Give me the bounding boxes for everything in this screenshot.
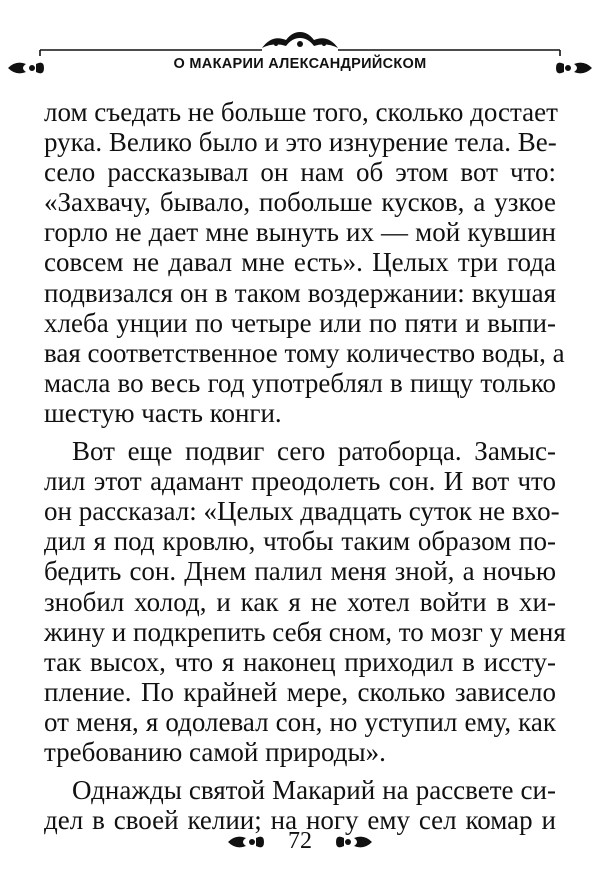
body-text xyxy=(44,97,566,836)
running-header xyxy=(0,30,600,90)
page-footer xyxy=(0,822,600,862)
text-line: лил этот адамант преодолеть сон. И вот что xyxy=(44,466,556,497)
text-line: лом съедать не больше того, сколько достает xyxy=(44,97,558,127)
text-line: рука. Велико было и это изнурение тела. Ве- xyxy=(44,127,557,158)
text-line: дил я под кровлю, чтобы таким образом по- xyxy=(44,526,556,557)
text-line: вая соответственное тому количество воды, а xyxy=(44,337,565,368)
text-line: дел в своей келии; на ногу ему сел комар и xyxy=(44,805,556,836)
text-line: хлеба унции по четыре или по пяти и выпи- xyxy=(44,307,556,338)
paragraph-1 xyxy=(44,97,565,428)
paragraph-2 xyxy=(44,436,566,767)
text-line: шестую часть конги. xyxy=(44,397,282,428)
text-line: горло не дает мне вынуть их — мой кувшин xyxy=(44,217,556,248)
text-line: подвизался он в таком воздержании: вкушая xyxy=(44,277,556,308)
text-line: пление. По крайней мере, сколько зависело xyxy=(44,676,556,707)
text-line: Однажды святой Макарий на рассвете си- xyxy=(72,775,556,806)
text-line: жину и подкрепить себя сном, то мозг у меня xyxy=(44,616,566,647)
text-line: знобил холод, и как я не хотел войти в хи- xyxy=(44,586,556,617)
text-line: совсем не давал мне есть». Целых три года xyxy=(44,247,556,278)
text-line: Вот еще подвиг сего ратоборца. Замыс- xyxy=(72,436,556,467)
text-line: «Захвачу, бывало, побольше кусков, а узкое xyxy=(44,187,556,218)
crown-ornament-icon xyxy=(262,32,338,48)
page-number: 72 xyxy=(288,828,312,854)
text-line: село рассказывал он нам об этом вот что: xyxy=(44,157,556,188)
text-line: он рассказал: «Целых двадцать суток не вхо- xyxy=(44,496,560,527)
text-line: от меня, я одолевал сон, но уступил ему, как xyxy=(44,706,556,737)
text-line: масла во весь год употреблял в пищу только xyxy=(44,367,556,398)
text-line: требованию самой природы». xyxy=(44,736,386,767)
running-title: О МАКАРИИ АЛЕКСАНДРИЙСКОМ xyxy=(173,56,427,72)
text-line: так высох, что я наконец приходил в иссту- xyxy=(44,646,556,677)
text-line: бедить сон. Днем палил меня зной, а ночью xyxy=(44,556,556,587)
